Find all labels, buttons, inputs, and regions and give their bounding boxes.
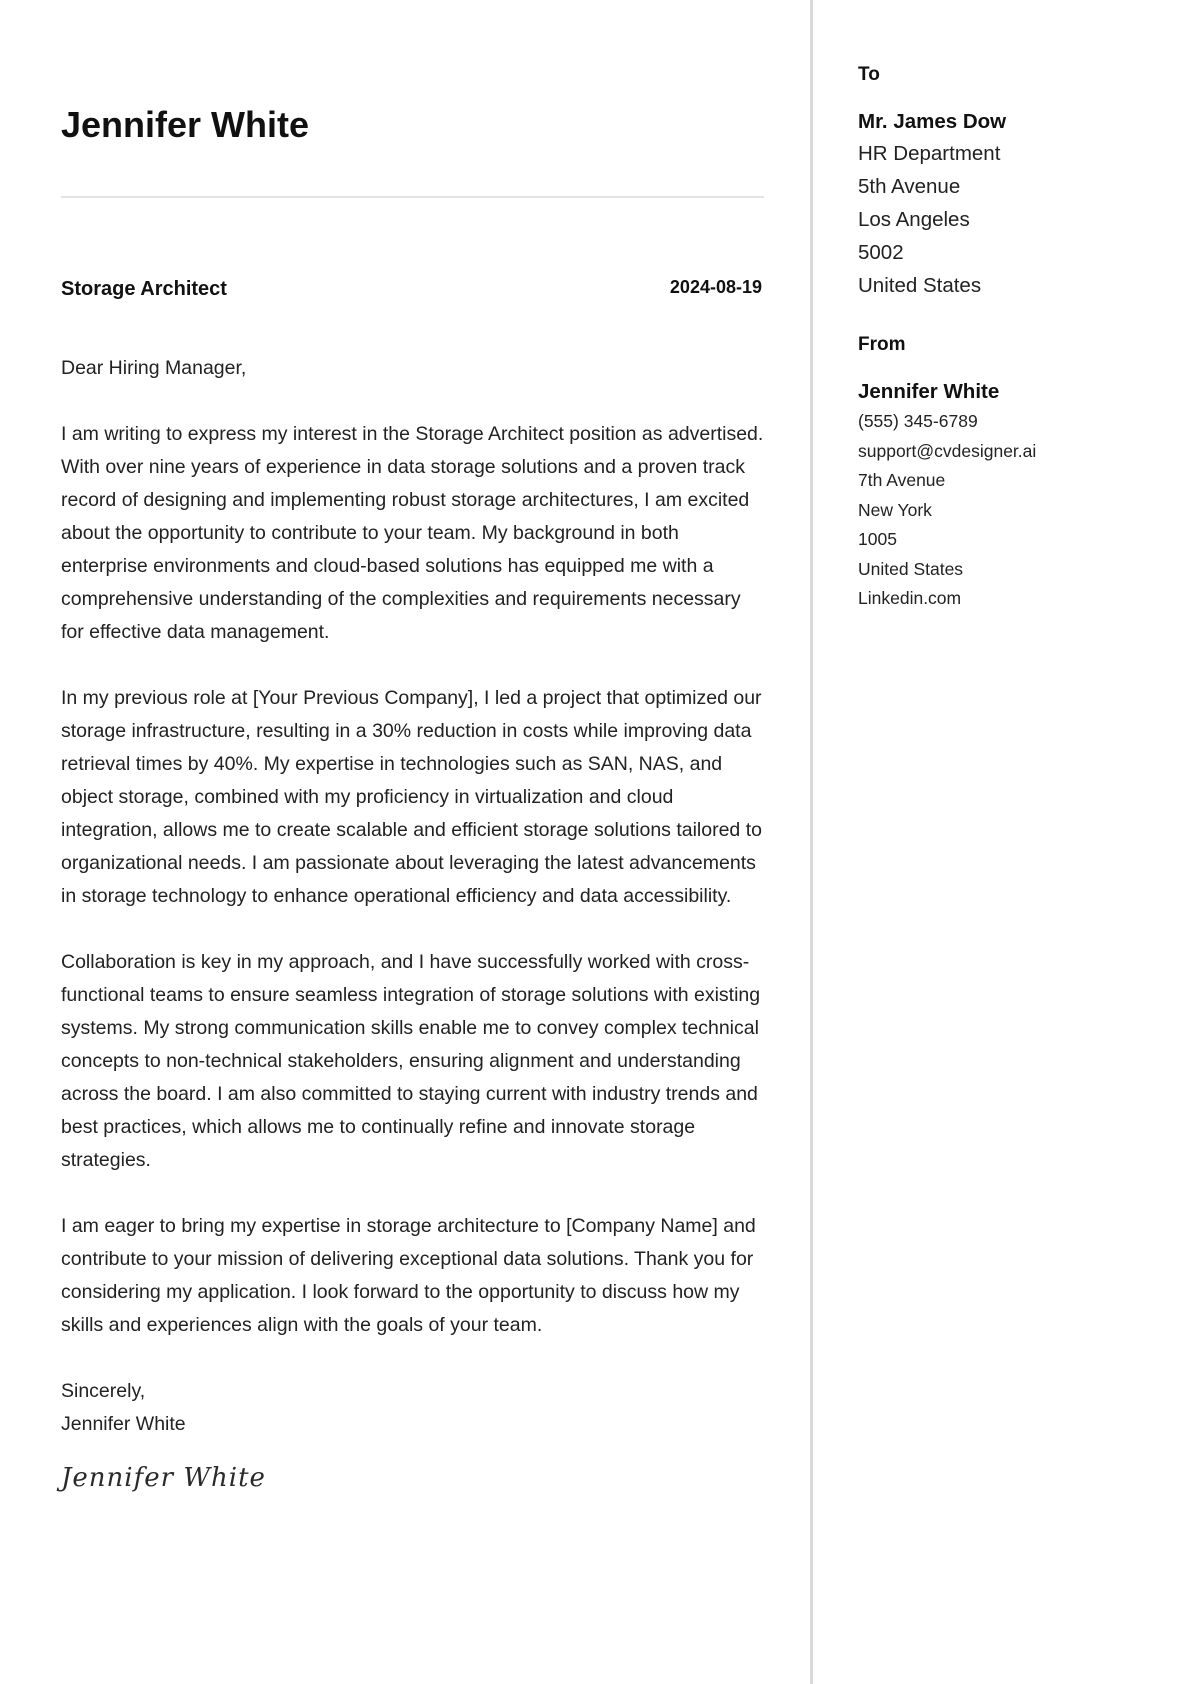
closing-name: Jennifer White bbox=[61, 1413, 186, 1435]
sender-city: New York bbox=[858, 499, 932, 520]
closing-phrase: Sincerely, bbox=[61, 1380, 146, 1402]
letter-paragraph-4: I am eager to bring my expertise in storage architecture to [Company Name] and contribute to your mission of delivering exceptional data solutions. Thank you for considering my application. I look forward to the opportunity to discuss how my skills and experiences align with the goals of your team. bbox=[61, 1215, 756, 1336]
recipient-zip: 5002 bbox=[858, 241, 904, 264]
column-divider bbox=[810, 0, 813, 1684]
sender-phone: (555) 345-6789 bbox=[858, 411, 978, 431]
letter-paragraph-2: In my previous role at [Your Previous Company], I led a project that optimized our storage infrastructure, resulting in a 30% reduction in costs while improving data retrieval times by 40%. My expertise in technologies such as SAN, NAS, and object storage, combined with my proficiency in virtualization and cloud integration, allows me to create scalable and efficient storage solutions tailored to organizational needs. I am passionate about leveraging the latest advancements in storage technology to enhance operational efficiency and data accessibility. bbox=[61, 687, 762, 907]
letter-paragraph-3: Collaboration is key in my approach, and I have successfully worked with cross-functional teams to ensure seamless integration of storage solutions with existing systems. My strong communication skills enable me to convey complex technical concepts to non-technical stakeholders, ensuring alignment and understanding across the board. I am also committed to staying current with industry trends and best practices, which allows me to continually refine and innovate storage strategies. bbox=[61, 951, 761, 1171]
applicant-name: Jennifer White bbox=[61, 104, 310, 145]
sender-address bbox=[858, 377, 1036, 614]
recipient-name: Mr. James Dow bbox=[858, 110, 1007, 133]
letter-paragraph-1: I am writing to express my interest in the Storage Architect position as advertised. With over nine years of experience in data storage solutions and a proven track record of designing and implementing robust storage architectures, I am excited about the opportunity to contribute to your team. My background in both enterprise environments and cloud-based solutions has equipped me with a comprehensive understanding of the complexities and requirements necessary for effective data management. bbox=[61, 423, 764, 643]
sender-email: support@cvdesigner.ai bbox=[858, 440, 1037, 461]
recipient-address bbox=[858, 107, 1006, 302]
recipient-department: HR Department bbox=[858, 142, 1001, 165]
greeting: Dear Hiring Manager, bbox=[61, 357, 247, 379]
sender-country: United States bbox=[858, 558, 964, 579]
to-label: To bbox=[858, 64, 880, 85]
recipient-street: 5th Avenue bbox=[858, 175, 961, 198]
sender-zip: 1005 bbox=[858, 529, 897, 549]
letter-body bbox=[61, 352, 764, 1495]
letter-date: 2024-08-19 bbox=[669, 277, 762, 297]
header-divider bbox=[61, 196, 764, 198]
sender-street: 7th Avenue bbox=[858, 470, 946, 490]
recipient-city: Los Angeles bbox=[858, 208, 970, 231]
handwritten-signature: Jennifer White bbox=[61, 1463, 266, 1493]
sender-name: Jennifer White bbox=[858, 380, 1000, 403]
job-title: Storage Architect bbox=[61, 278, 227, 300]
from-label: From bbox=[858, 334, 906, 355]
sender-website: Linkedin.com bbox=[858, 588, 962, 608]
recipient-country: United States bbox=[858, 274, 982, 297]
